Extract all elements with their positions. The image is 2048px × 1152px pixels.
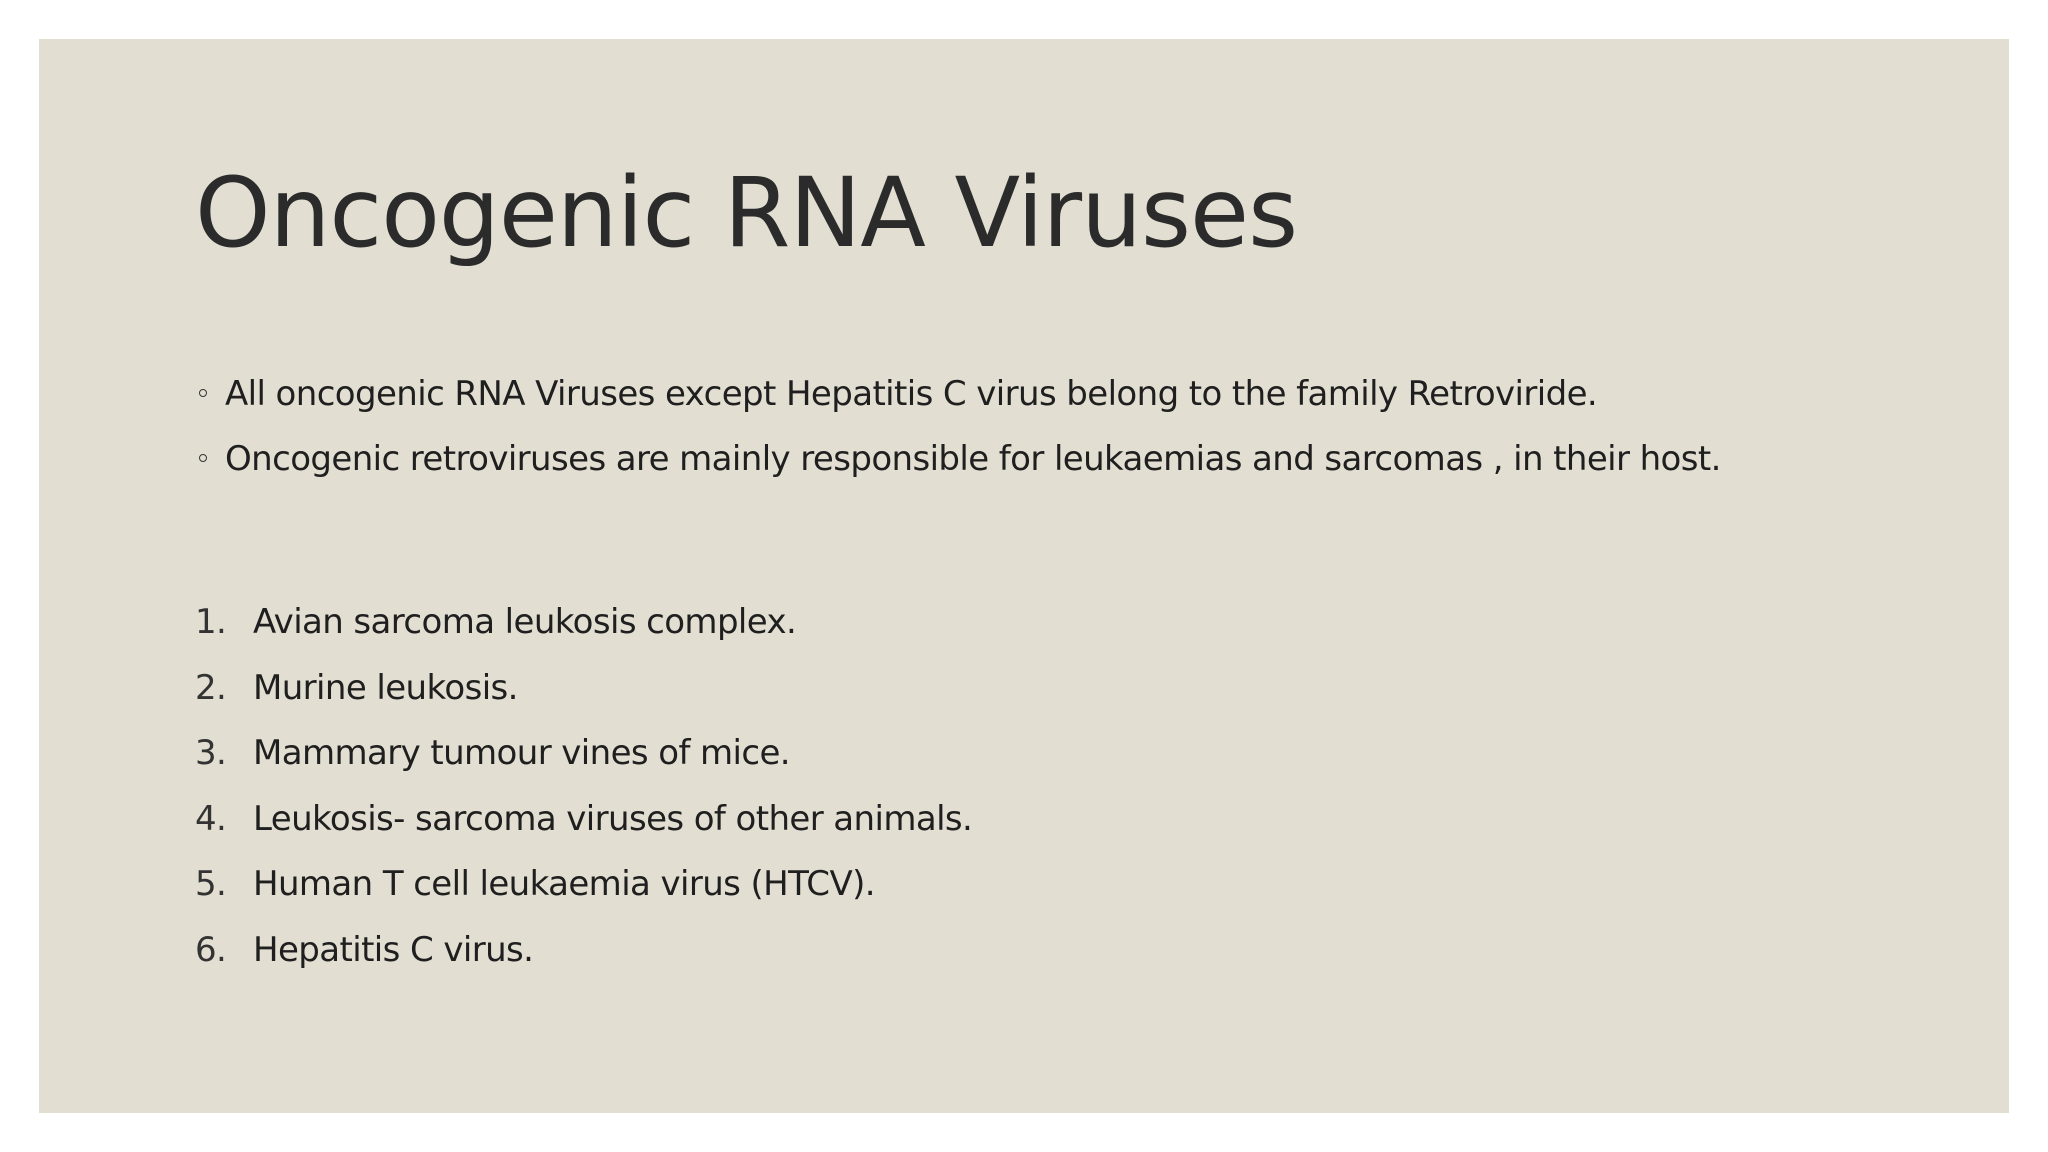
item-number: 1. bbox=[195, 602, 227, 642]
numbered-item bbox=[195, 721, 972, 787]
numbered-list bbox=[195, 590, 972, 983]
hollow-circle-bullet-icon bbox=[199, 454, 207, 462]
numbered-item bbox=[195, 918, 972, 984]
numbered-item bbox=[195, 590, 972, 656]
slide-title: Oncogenic RNA Viruses bbox=[195, 157, 1298, 269]
item-text: Human T cell leukaemia virus (HTCV). bbox=[253, 864, 875, 904]
item-number: 2. bbox=[195, 667, 227, 708]
numbered-item bbox=[195, 852, 972, 918]
item-number: 5. bbox=[195, 864, 227, 904]
bullet-item bbox=[195, 362, 1721, 427]
item-text: Murine leukosis. bbox=[253, 667, 518, 708]
bullet-list bbox=[195, 362, 1721, 492]
item-number: 3. bbox=[195, 733, 227, 773]
bullet-text: Oncogenic retroviruses are mainly responsible for leukaemias and sarcomas , in their host. bbox=[225, 439, 1721, 479]
item-text: Avian sarcoma leukosis complex. bbox=[253, 602, 797, 642]
item-text: Hepatitis C virus. bbox=[253, 929, 534, 970]
item-number: 4. bbox=[195, 798, 227, 839]
item-number: 6. bbox=[195, 929, 227, 970]
item-text: Mammary tumour vines of mice. bbox=[253, 733, 791, 773]
bullet-text: All oncogenic RNA Viruses except Hepatitis C virus belong to the family Retroviride. bbox=[225, 374, 1598, 414]
bullet-item bbox=[195, 427, 1721, 492]
hollow-circle-bullet-icon bbox=[199, 389, 207, 397]
item-text: Leukosis- sarcoma viruses of other animals. bbox=[253, 798, 973, 839]
numbered-item bbox=[195, 656, 972, 722]
slide bbox=[39, 39, 2009, 1113]
numbered-item bbox=[195, 787, 972, 853]
